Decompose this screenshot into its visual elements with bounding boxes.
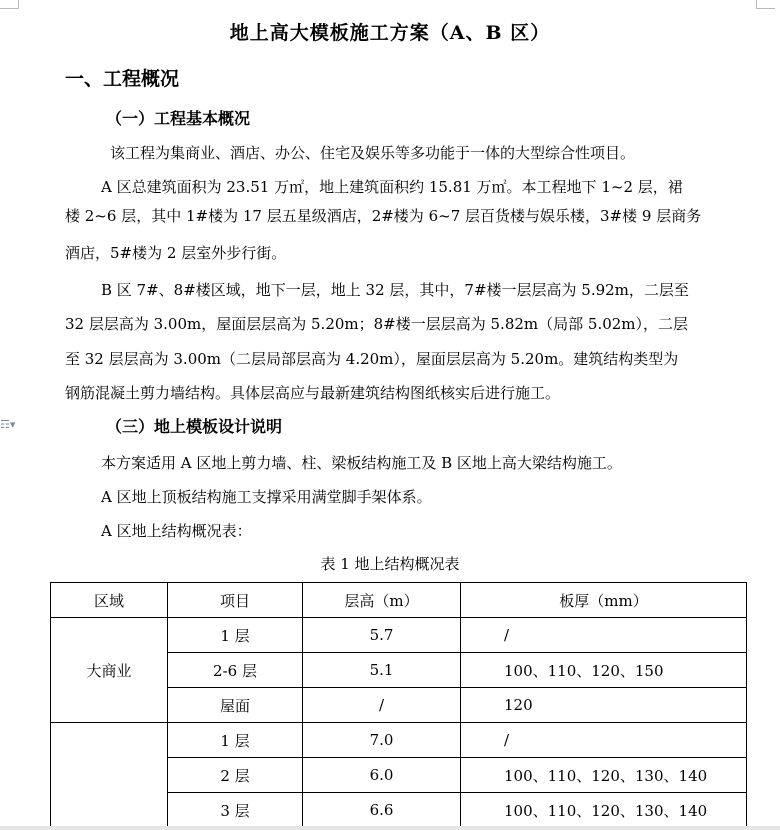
table-cell-height: 7.0 [303, 723, 461, 758]
paragraph-table-intro: A 区地上结构概况表： [101, 522, 252, 540]
table-row [51, 723, 747, 758]
group-cell-commercial: 大商业 [51, 618, 168, 723]
page-corner-mark-right [756, 0, 775, 9]
document-icon[interactable]: ☶▾ [0, 418, 16, 431]
table-cell-thickness: / [461, 723, 747, 758]
page-bottom-edge [0, 826, 780, 830]
paragraph-intro: 该工程为集商业、酒店、办公、住宅及娱乐等多功能于一体的大型综合性项目。 [110, 144, 636, 162]
paragraph-a-line-1: A 区总建筑面积为 23.51 万㎡，地上建筑面积约 15.81 万㎡。本工程地下 1~2 层，裙 [101, 178, 683, 196]
paragraph-a-line-3: 酒店，5#楼为 2 层室外步行街。 [65, 244, 287, 262]
paragraph-b-line-2: 32 层层高为 3.00m，屋面层层高为 5.20m；8#楼一层层高为 5.82m（局部 5.02m），二层 [65, 315, 689, 333]
header-cell-area: 区域 [51, 583, 168, 618]
table-cell-item: 3 层 [168, 793, 303, 828]
table-caption: 表 1 地上结构概况表 [320, 555, 460, 573]
paragraph-support: A 区地上顶板结构施工支撑采用满堂脚手架体系。 [101, 488, 432, 506]
subsection-heading-basic: （一）工程基本概况 [106, 109, 251, 128]
table-cell-item: 2 层 [168, 758, 303, 793]
table-cell-height: 5.1 [303, 653, 461, 688]
table-header-row [51, 583, 747, 618]
paragraph-a-line-2: 楼 2~6 层，其中 1#楼为 17 层五星级酒店，2#楼为 6~7 层百货楼与娱乐楼，3#楼 9 层商务 [65, 207, 702, 225]
table-cell-thickness: 100、110、120、150 [461, 653, 747, 688]
table-cell-height: / [303, 688, 461, 723]
structure-overview-table [50, 582, 747, 828]
group-cell-second [51, 723, 168, 828]
subsection-heading-design: （三）地上模板设计说明 [106, 417, 283, 436]
header-cell-height: 层高（m） [303, 583, 461, 618]
table-cell-item: 1 层 [168, 723, 303, 758]
table-cell-thickness: 100、110、120、130、140 [461, 793, 747, 828]
table-cell-height: 6.6 [303, 793, 461, 828]
table-cell-height: 5.7 [303, 618, 461, 653]
header-cell-thickness: 板厚（mm） [461, 583, 747, 618]
section-heading-overview: 一、工程概况 [65, 68, 180, 90]
paragraph-b-line-4: 钢筋混凝土剪力墙结构。具体层高应与最新建筑结构图纸核实后进行施工。 [65, 384, 561, 402]
table-cell-height: 6.0 [303, 758, 461, 793]
table-cell-thickness: 100、110、120、130、140 [461, 758, 747, 793]
paragraph-scope: 本方案适用 A 区地上剪力墙、柱、梁板结构施工及 B 区地上高大梁结构施工。 [101, 454, 622, 472]
paragraph-b-line-3: 至 32 层层高为 3.00m（二层局部层高为 4.20m），屋面层层高为 5.20m。建筑结构类型为 [65, 350, 679, 368]
page-corner-mark-left [0, 0, 19, 9]
table-row [51, 618, 747, 653]
table-cell-item: 2-6 层 [168, 653, 303, 688]
table-cell-thickness: 120 [461, 688, 747, 723]
table-cell-item: 屋面 [168, 688, 303, 723]
paragraph-b-line-1: B 区 7#、8#楼区域，地下一层，地上 32 层，其中，7#楼一层层高为 5.92m，二层至 [101, 281, 689, 299]
document-title: 地上高大模板施工方案（A、B 区） [229, 22, 551, 44]
header-cell-item: 项目 [168, 583, 303, 618]
table-cell-item: 1 层 [168, 618, 303, 653]
table-cell-thickness: / [461, 618, 747, 653]
